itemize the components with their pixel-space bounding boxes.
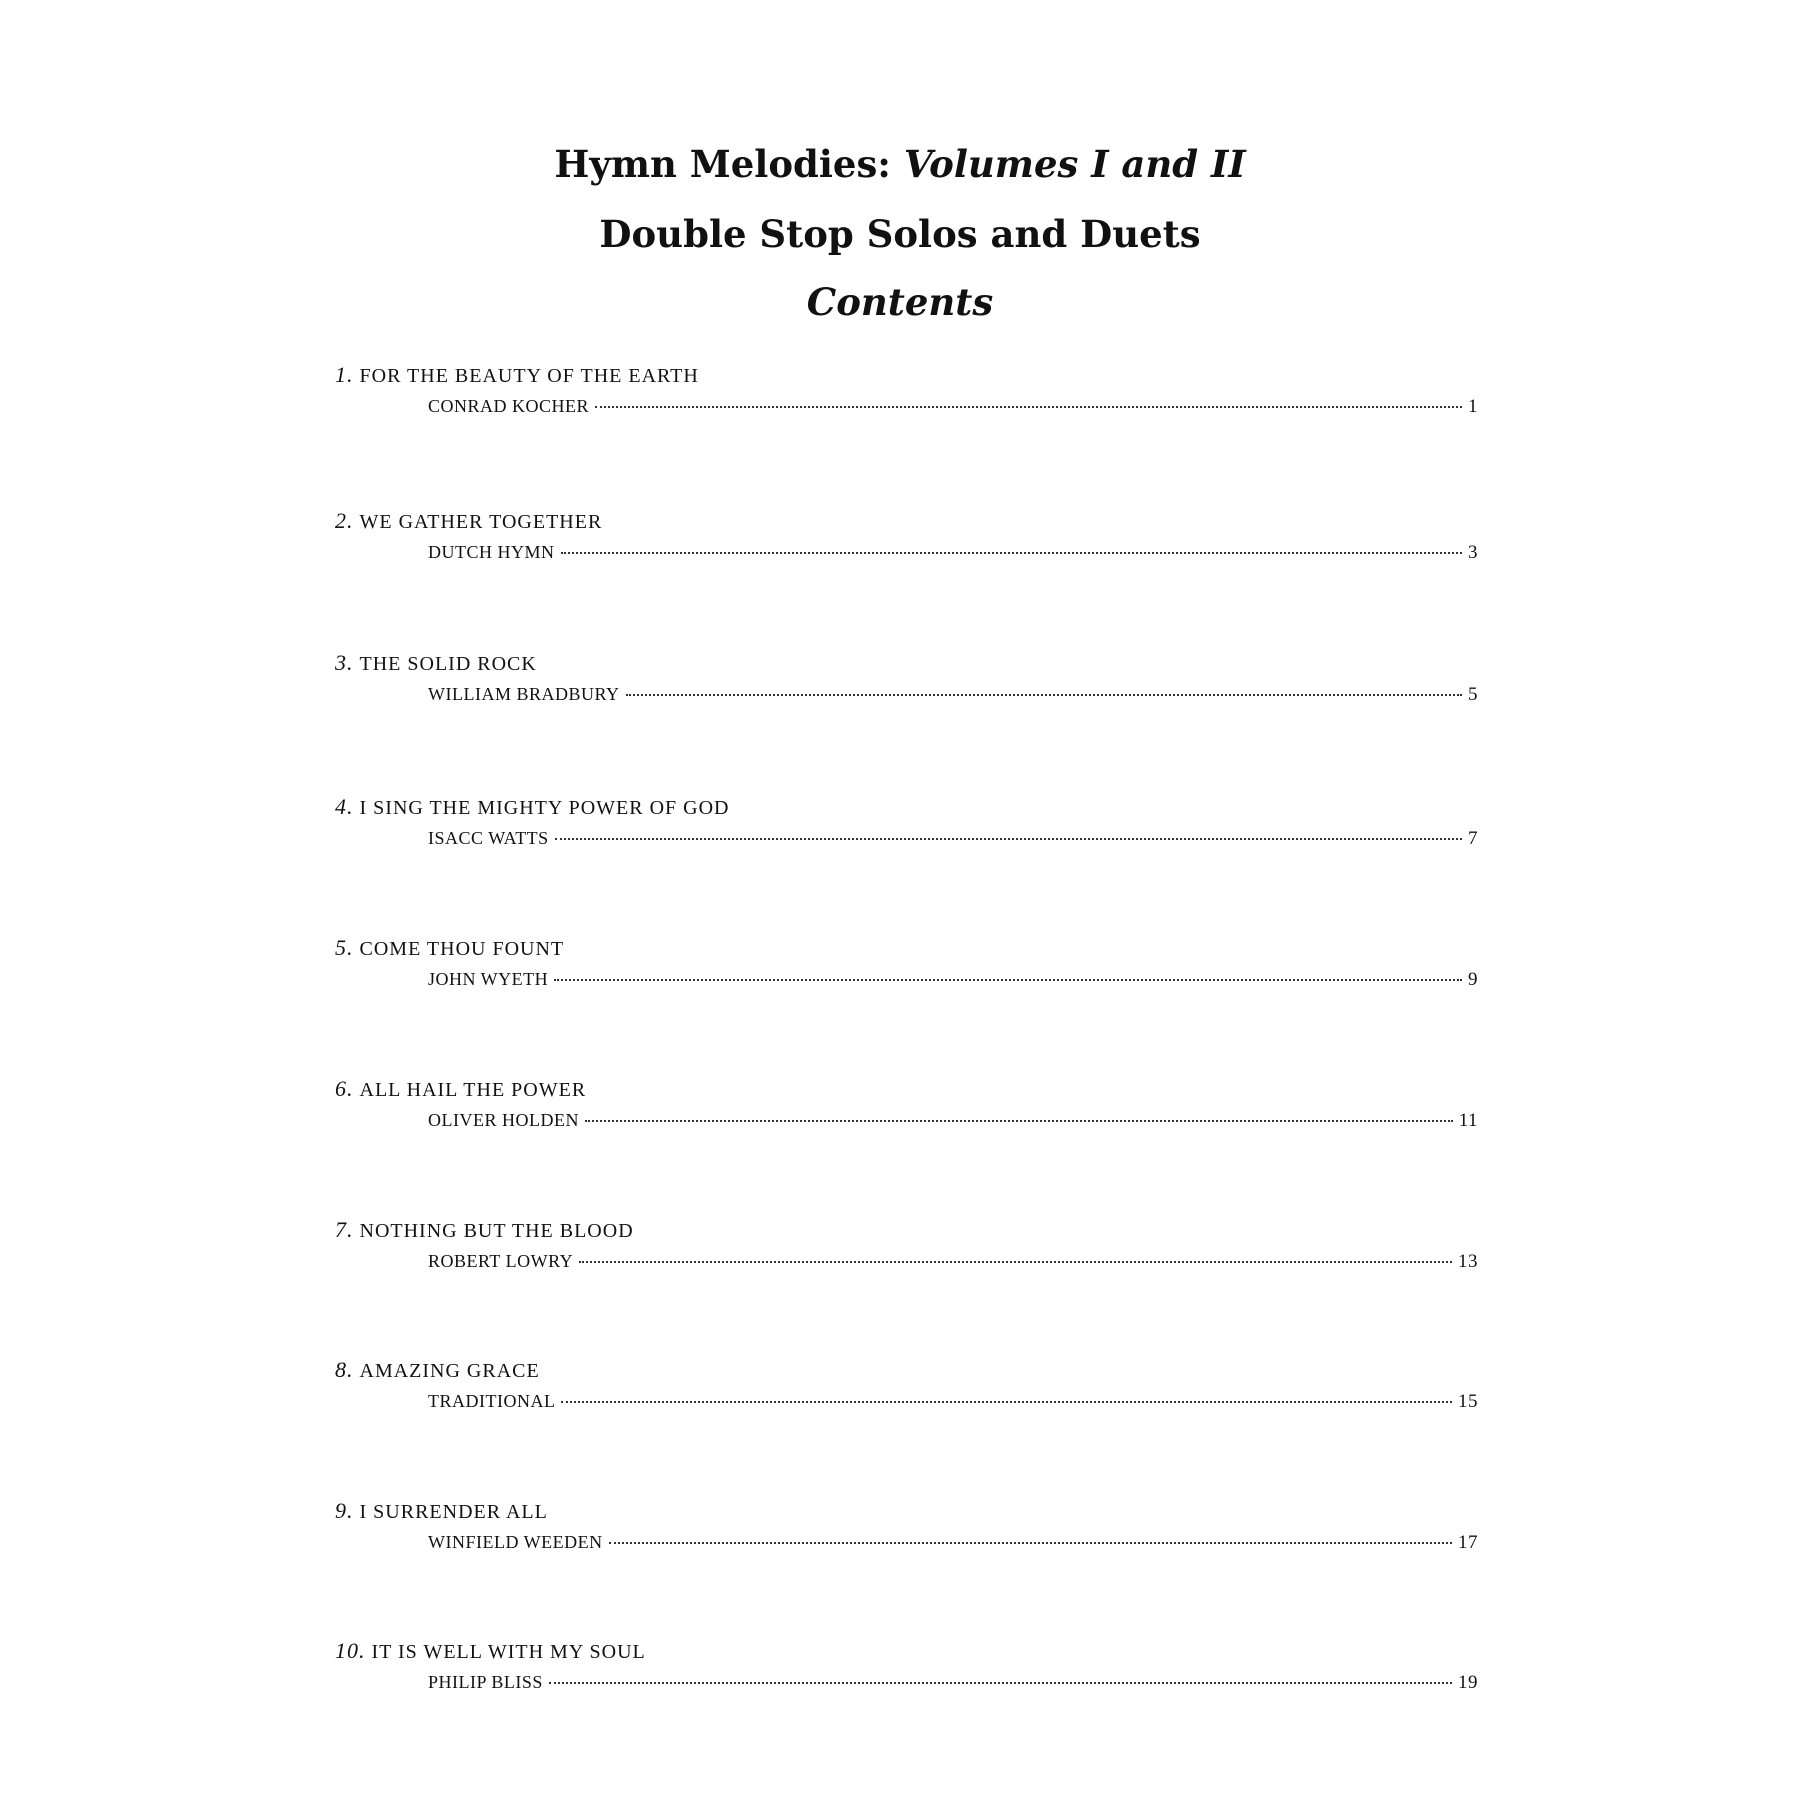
entry-title [335, 935, 564, 961]
entry-hymn-title: WE GATHER TOGETHER [359, 511, 603, 533]
entry-composer: WILLIAM BRADBURY [428, 684, 620, 704]
entry-composer: CONRAD KOCHER [428, 396, 590, 416]
toc-entry [0, 362, 1800, 442]
page-subtitle: Double Stop Solos and Duets [599, 212, 1201, 256]
entry-hymn-title: I SURRENDER ALL [359, 1501, 548, 1523]
entry-composer: OLIVER HOLDEN [428, 1110, 579, 1130]
toc-entry [0, 935, 1800, 1015]
entry-title [335, 1357, 540, 1383]
entry-title [335, 362, 699, 388]
entry-title [335, 1638, 646, 1664]
entry-number: 2. [335, 508, 354, 533]
entry-composer: ROBERT LOWRY [428, 1251, 574, 1271]
entry-line [428, 684, 1478, 710]
dot-leader [585, 1120, 1453, 1122]
entry-number: 5. [335, 935, 354, 960]
entry-line [428, 1110, 1478, 1136]
toc-entry [0, 1217, 1800, 1297]
toc-entry [0, 650, 1800, 730]
entry-composer: WINFIELD WEEDEN [428, 1532, 603, 1552]
entry-title [335, 1498, 548, 1524]
dot-leader [549, 1682, 1452, 1684]
toc-entry [0, 1498, 1800, 1578]
dot-leader [626, 694, 1463, 696]
entry-number: 10. [335, 1638, 366, 1663]
dot-leader [554, 979, 1462, 981]
entry-line [428, 542, 1478, 568]
dot-leader [555, 838, 1462, 840]
toc-entry [0, 1638, 1800, 1718]
entry-hymn-title: ALL HAIL THE POWER [359, 1079, 587, 1101]
entry-line [428, 1251, 1478, 1277]
contents-heading: Contents [806, 280, 994, 324]
title-main: Hymn Melodies: [554, 142, 904, 186]
entry-composer: ISACC WATTS [428, 828, 549, 848]
entry-line [428, 1391, 1478, 1417]
entry-page-number: 3 [1468, 542, 1478, 563]
entry-page-number: 13 [1458, 1251, 1478, 1272]
dot-leader [595, 406, 1462, 408]
entry-number: 3. [335, 650, 354, 675]
entry-hymn-title: FOR THE BEAUTY OF THE EARTH [359, 365, 699, 387]
entry-page-number: 7 [1468, 828, 1478, 849]
entry-composer: JOHN WYETH [428, 969, 549, 989]
entry-page-number: 17 [1458, 1532, 1478, 1553]
entry-title [335, 794, 730, 820]
entry-number: 1. [335, 362, 354, 387]
entry-line [428, 969, 1478, 995]
entry-number: 9. [335, 1498, 354, 1523]
entry-hymn-title: IT IS WELL WITH MY SOUL [371, 1641, 646, 1663]
entry-page-number: 5 [1468, 684, 1478, 705]
entry-page-number: 19 [1458, 1672, 1478, 1693]
entry-composer: PHILIP BLISS [428, 1672, 543, 1692]
entry-line [428, 396, 1478, 422]
entry-hymn-title: NOTHING BUT THE BLOOD [359, 1220, 634, 1242]
entry-composer: DUTCH HYMN [428, 542, 555, 562]
entry-page-number: 1 [1468, 396, 1478, 417]
entry-line [428, 1672, 1478, 1698]
entry-page-number: 15 [1458, 1391, 1478, 1412]
entry-hymn-title: I SING THE MIGHTY POWER OF GOD [359, 797, 730, 819]
entry-line [428, 1532, 1478, 1558]
entry-title [335, 650, 537, 676]
toc-entry [0, 1357, 1800, 1437]
entry-title [335, 508, 602, 534]
entry-number: 6. [335, 1076, 354, 1101]
entry-hymn-title: THE SOLID ROCK [359, 653, 537, 675]
entry-page-number: 11 [1458, 1110, 1478, 1131]
toc-entry [0, 794, 1800, 874]
entry-number: 4. [335, 794, 354, 819]
entry-composer: TRADITIONAL [428, 1391, 556, 1411]
title-volumes: Volumes I and II [903, 142, 1246, 186]
entry-page-number: 9 [1468, 969, 1478, 990]
entry-title [335, 1217, 634, 1243]
entry-hymn-title: AMAZING GRACE [359, 1360, 540, 1382]
dot-leader [579, 1261, 1452, 1263]
entry-line [428, 828, 1478, 854]
toc-entry [0, 508, 1800, 588]
toc-entry [0, 1076, 1800, 1156]
entry-number: 8. [335, 1357, 354, 1382]
dot-leader [609, 1542, 1452, 1544]
entry-hymn-title: COME THOU FOUNT [359, 938, 565, 960]
dot-leader [561, 552, 1463, 554]
entry-title [335, 1076, 586, 1102]
entry-number: 7. [335, 1217, 354, 1242]
dot-leader [561, 1401, 1452, 1403]
